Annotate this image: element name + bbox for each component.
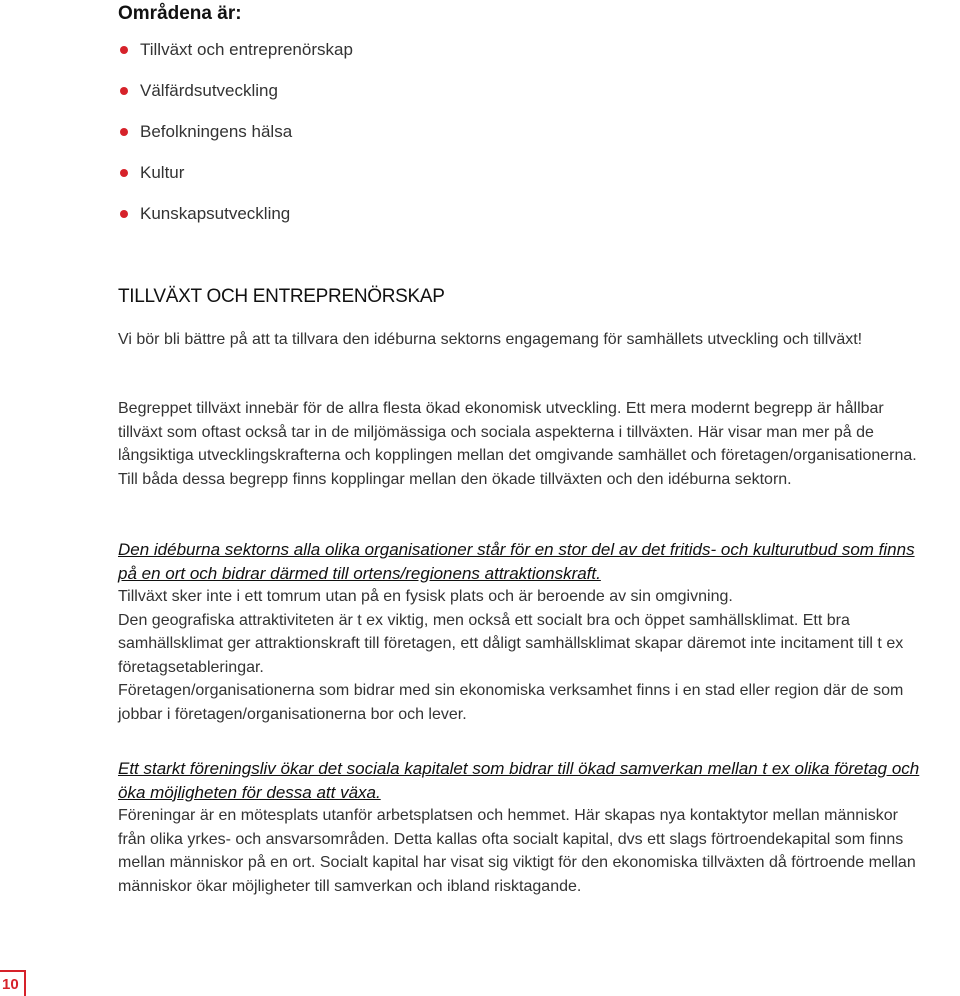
- list-item-label: Kunskapsutveckling: [140, 204, 291, 223]
- list-item: [118, 79, 353, 120]
- body-paragraph: Tillväxt sker inte i ett tomrum utan på en fysisk plats och är beroende av sin omgivning.: [118, 588, 733, 605]
- bullet-icon: [120, 87, 128, 95]
- attraction-section: [118, 538, 928, 726]
- list-item: [118, 120, 353, 161]
- bullet-icon: [120, 210, 128, 218]
- list-item-label: Befolkningens hälsa: [140, 122, 293, 141]
- list-item-label: Välfärdsutveckling: [140, 81, 278, 100]
- areas-list: [118, 38, 353, 243]
- social-capital-section: [118, 757, 928, 898]
- page-number-badge: [0, 970, 26, 996]
- section-heading: TILLVÄXT OCH ENTREPRENÖRSKAP: [118, 286, 445, 307]
- list-item-label: Tillväxt och entreprenörskap: [140, 40, 353, 59]
- body-paragraph: Föreningar är en mötesplats utanför arbetsplatsen och hemmet. Här skapas nya kontaktytor mellan människor från olika yrkes- och ansvarsområden. Detta kallas ofta socialt kapital, dvs ett slags förtroendekapital som finns mellan människor på en ort. Socialt kapital har visat sig viktigt för den ekonomiska tillväxten då förtroende mellan människor ökar möjligheter till samverkan och ibland risktagande.: [118, 807, 916, 895]
- bullet-icon: [120, 46, 128, 54]
- areas-heading: Områdena är:: [118, 3, 242, 24]
- bullet-icon: [120, 169, 128, 177]
- list-item: [118, 161, 353, 202]
- list-item-label: Kultur: [140, 163, 185, 182]
- growth-paragraph: Begreppet tillväxt innebär för de allra flesta ökad ekonomisk utveckling. Ett mera modernt begrepp är hållbar tillväxt som oftast också tar in de miljömässiga och sociala aspekterna i tillväxten. Här visar man mer på de långsiktiga utvecklingskrafterna och kopplingen mellan det omgivande samhället och företagen/organisationerna. Till båda dessa begrepp finns kopplingar mellan den ökade tillväxten och den idéburna sektorn.: [118, 400, 917, 488]
- list-item: [118, 202, 353, 243]
- bullet-icon: [120, 128, 128, 136]
- body-paragraph: Den geografiska attraktiviteten är t ex viktig, men också ett socialt bra och öppet samhällsklimat. Ett bra samhällsklimat ger attraktionskraft till företagen, ett dåligt samhällsklimat skapar däremot inte incitament till t ex företagsetableringar.: [118, 611, 904, 676]
- page-number: 10: [2, 976, 19, 993]
- list-item: [118, 38, 353, 79]
- lead-statement: Ett starkt föreningsliv ökar det sociala kapitalet som bidrar till ökad samverkan mellan t ex olika företag och öka möjligheten för dessa att växa.: [118, 759, 920, 802]
- intro-paragraph: Vi bör bli bättre på att ta tillvara den idéburna sektorns engagemang för samhällets utveckling och tillväxt!: [118, 331, 863, 348]
- body-paragraph: Företagen/organisationerna som bidrar med sin ekonomiska verksamhet finns i en stad eller region där de som jobbar i företagen/organisationerna bor och lever.: [118, 682, 904, 723]
- lead-statement: Den idéburna sektorns alla olika organisationer står för en stor del av det fritids- och kulturutbud som finns på en ort och bidrar därmed till ortens/regionens attraktionskraft.: [118, 540, 915, 583]
